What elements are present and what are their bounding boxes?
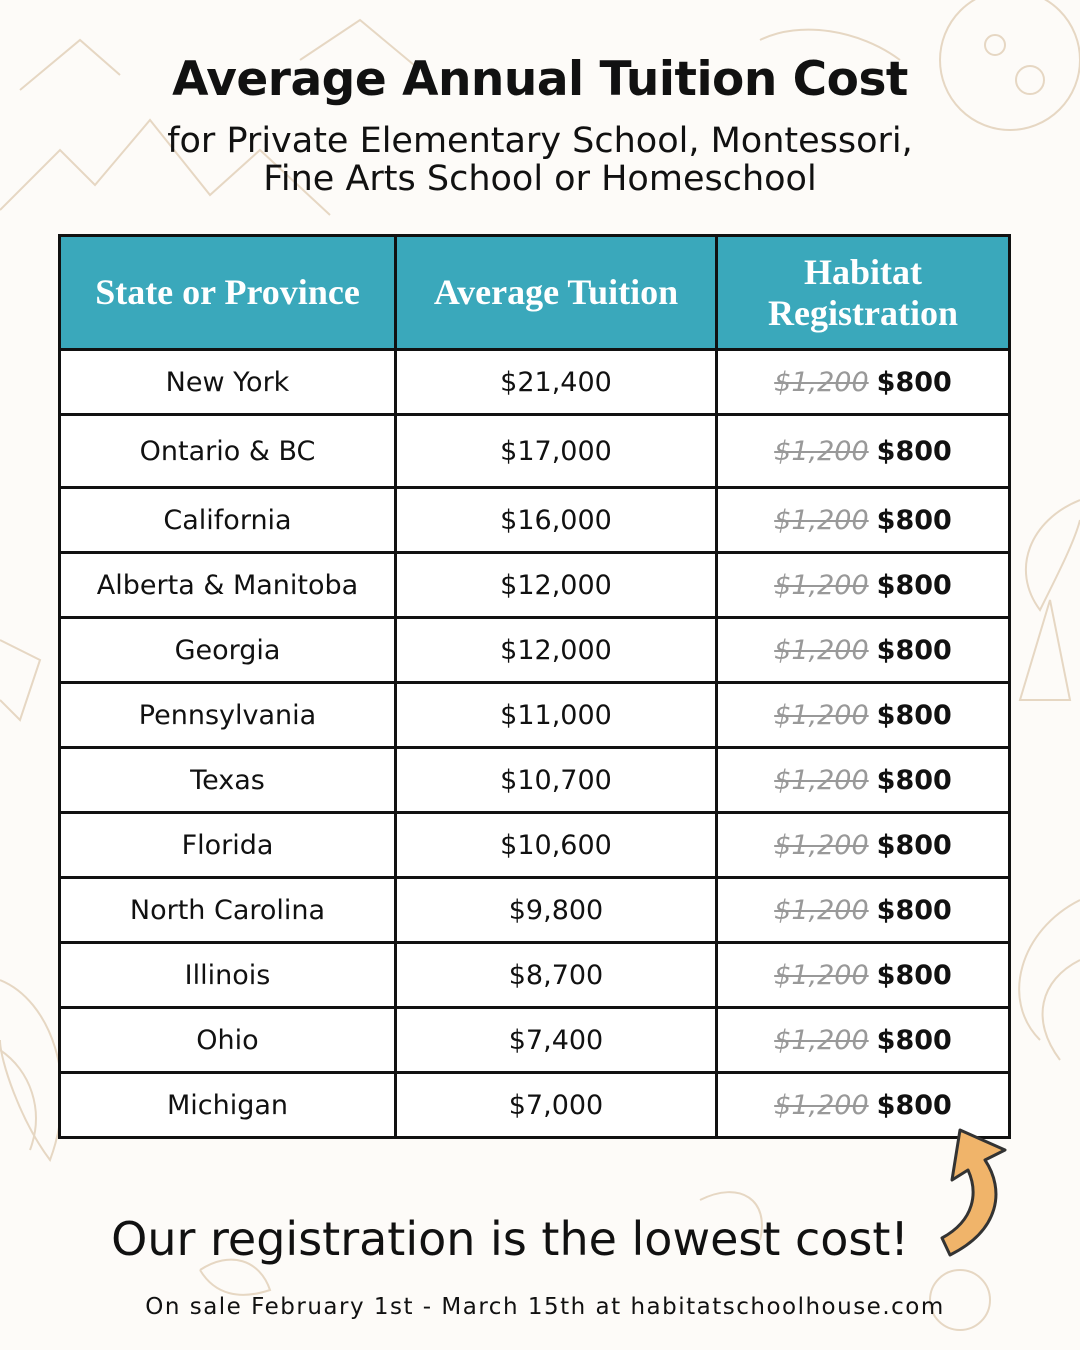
state-cell: Pennsylvania (60, 683, 396, 748)
state-cell: Alberta & Manitoba (60, 553, 396, 618)
new-price: $800 (876, 366, 952, 398)
tuition-cell: $9,800 (396, 878, 717, 943)
old-price: $1,200 (774, 829, 869, 861)
state-cell: Michigan (60, 1073, 396, 1138)
table-row (60, 488, 1010, 553)
footer-sale-info: On sale February 1st - March 15th at habitatschoolhouse.com (145, 1294, 945, 1320)
registration-cell (717, 878, 1010, 943)
new-price: $800 (876, 829, 952, 861)
new-price: $800 (876, 959, 952, 991)
old-price: $1,200 (774, 894, 869, 926)
old-price: $1,200 (774, 504, 869, 536)
state-cell: Florida (60, 813, 396, 878)
tuition-cell: $12,000 (396, 618, 717, 683)
tuition-cell: $11,000 (396, 683, 717, 748)
table-row (60, 553, 1010, 618)
table-row (60, 350, 1010, 415)
state-cell: New York (60, 350, 396, 415)
old-price: $1,200 (774, 569, 869, 601)
new-price: $800 (876, 634, 952, 666)
old-price: $1,200 (774, 435, 869, 467)
registration-cell (717, 618, 1010, 683)
registration-cell (717, 350, 1010, 415)
table-header-row (60, 236, 1010, 350)
new-price: $800 (876, 1024, 952, 1056)
table-row (60, 1073, 1010, 1138)
old-price: $1,200 (774, 634, 869, 666)
registration-cell (717, 813, 1010, 878)
table-row (60, 415, 1010, 488)
page-subtitle (0, 122, 1080, 198)
new-price: $800 (876, 894, 952, 926)
state-cell: North Carolina (60, 878, 396, 943)
table-row (60, 748, 1010, 813)
state-cell: Ohio (60, 1008, 396, 1073)
page-title: Average Annual Tuition Cost (172, 52, 908, 107)
tuition-cell: $8,700 (396, 943, 717, 1008)
tagline: Our registration is the lowest cost! (111, 1212, 909, 1266)
leaf-sketch (1026, 500, 1080, 610)
state-cell: Illinois (60, 943, 396, 1008)
registration-cell (717, 488, 1010, 553)
tuition-cell: $7,000 (396, 1073, 717, 1138)
tuition-table (58, 234, 1011, 1139)
tuition-cell: $21,400 (396, 350, 717, 415)
tuition-cell: $12,000 (396, 553, 717, 618)
registration-cell (717, 553, 1010, 618)
subtitle-line-2: Fine Arts School or Homeschool (263, 159, 817, 199)
tuition-cell: $10,600 (396, 813, 717, 878)
old-price: $1,200 (774, 366, 869, 398)
old-price: $1,200 (774, 764, 869, 796)
new-price: $800 (876, 504, 952, 536)
table-row (60, 618, 1010, 683)
new-price: $800 (876, 569, 952, 601)
old-price: $1,200 (774, 1089, 869, 1121)
state-cell: Georgia (60, 618, 396, 683)
state-cell: Ontario & BC (60, 415, 396, 488)
old-price: $1,200 (774, 959, 869, 991)
tuition-cell: $17,000 (396, 415, 717, 488)
registration-cell (717, 748, 1010, 813)
table-row (60, 943, 1010, 1008)
registration-cell (717, 683, 1010, 748)
column-header-tuition: Average Tuition (396, 236, 717, 350)
tuition-table-body (60, 350, 1010, 1138)
column-header-state: State or Province (60, 236, 396, 350)
new-price: $800 (876, 764, 952, 796)
column-header-registration: Habitat Registration (717, 236, 1010, 350)
table-row (60, 1008, 1010, 1073)
registration-cell (717, 415, 1010, 488)
tuition-cell: $16,000 (396, 488, 717, 553)
monstera-leaf-sketch (0, 980, 62, 1160)
registration-cell (717, 1008, 1010, 1073)
new-price: $800 (876, 699, 952, 731)
table-row (60, 878, 1010, 943)
tuition-cell: $10,700 (396, 748, 717, 813)
state-cell: Texas (60, 748, 396, 813)
old-price: $1,200 (774, 1024, 869, 1056)
tuition-cell: $7,400 (396, 1008, 717, 1073)
new-price: $800 (876, 1089, 952, 1121)
new-price: $800 (876, 435, 952, 467)
table-row (60, 813, 1010, 878)
old-price: $1,200 (774, 699, 869, 731)
state-cell: California (60, 488, 396, 553)
registration-cell (717, 943, 1010, 1008)
table-row (60, 683, 1010, 748)
subtitle-line-1: for Private Elementary School, Montessori, (167, 121, 913, 161)
